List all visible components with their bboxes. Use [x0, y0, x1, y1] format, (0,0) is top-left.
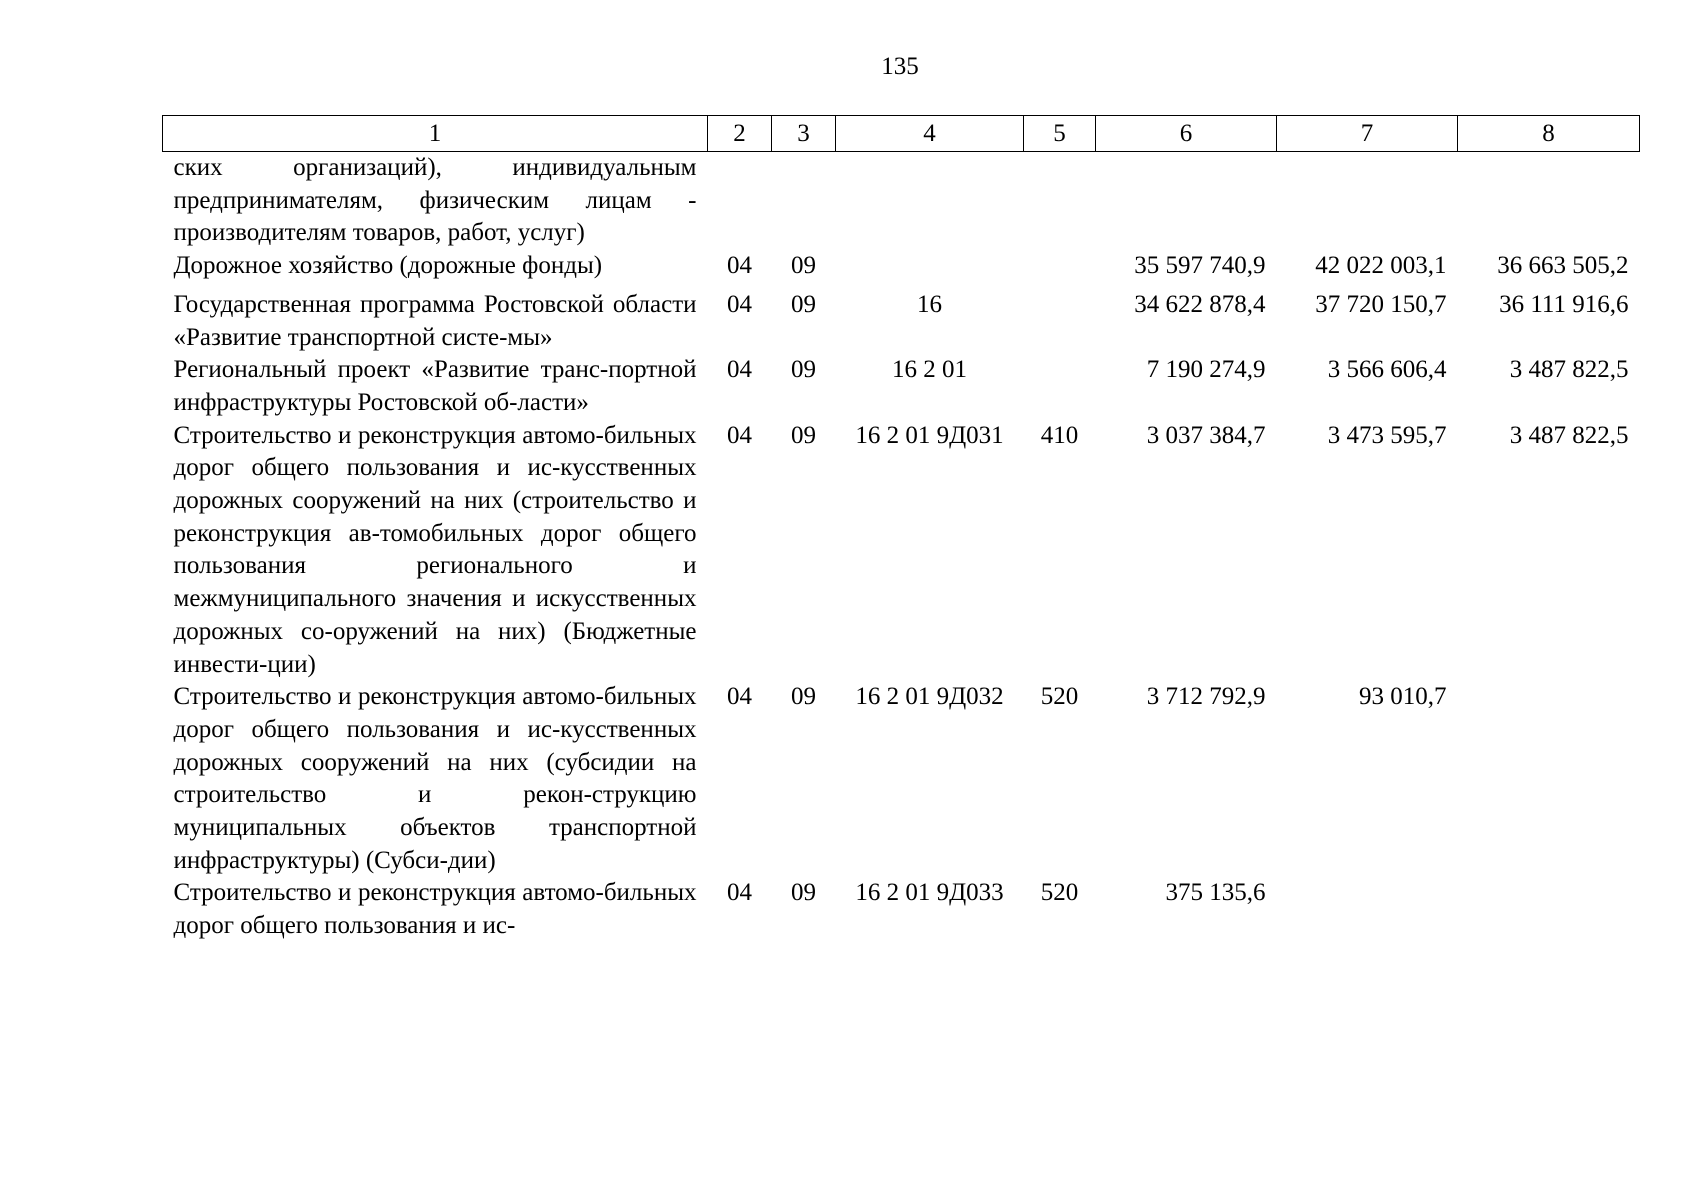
row-amount-col7: 37 720 150,7	[1315, 290, 1447, 318]
row-expense-type: 520	[1040, 879, 1079, 907]
header-col-7: 7	[1277, 116, 1458, 152]
table-body	[163, 152, 1640, 943]
row-amount-col8	[1458, 152, 1640, 251]
row-name: Государственная программа Ростовской области «Развитие транспортной систе-мы»	[173, 290, 697, 351]
row-expense-type	[1024, 354, 1096, 419]
table-row	[163, 877, 1640, 942]
row-subsection: 09	[791, 421, 816, 449]
row-subsection: 09	[791, 683, 816, 711]
row-section: 04	[727, 356, 752, 384]
row-amount-col6: 7 190 274,9	[1146, 356, 1266, 384]
page-number: 135	[881, 53, 919, 80]
row-name: Строительство и реконструкция автомо-бильных дорог общего пользования и ис-кусственных дорожных сооружений на них (субсидии на строительство и рекон-струкцию муниципальных объектов транспортной инфраструктуры) (Субси-дии)	[173, 683, 697, 874]
row-name: Дорожное хозяйство (дорожные фонды)	[173, 252, 603, 280]
table-row	[163, 152, 1640, 251]
row-amount-col8: 36 663 505,2	[1497, 252, 1629, 280]
table-header	[163, 116, 1640, 152]
budget-table	[162, 115, 1640, 943]
row-section: 04	[727, 252, 752, 280]
row-amount-col6: 35 597 740,9	[1134, 252, 1266, 280]
row-subsection: 09	[791, 290, 816, 318]
row-amount-col8	[1458, 877, 1640, 942]
row-section: 04	[727, 879, 752, 907]
row-section: 04	[727, 683, 752, 711]
row-name: Строительство и реконструкция автомо-бильных дорог общего пользования и ис-	[173, 879, 697, 940]
row-name: Строительство и реконструкция автомо-бильных дорог общего пользования и ис-кусственных дорожных сооружений на них (строительство и реконструкция ав-томобильных дорог общего пользования регионального и межмуниципального значения и искусственных дорожных со-оружений на них) (Бюджетные инвести-ции)	[173, 421, 697, 678]
row-amount-col6: 375 135,6	[1165, 879, 1266, 907]
header-col-3: 3	[772, 116, 836, 152]
row-amount-col7: 42 022 003,1	[1315, 252, 1447, 280]
row-target-article: 16 2 01 9Д033	[855, 879, 1004, 907]
row-target-article: 16	[917, 290, 942, 318]
row-expense-type	[1024, 250, 1096, 283]
table-row	[163, 420, 1640, 682]
row-target-article	[836, 152, 1024, 251]
row-amount-col6: 3 037 384,7	[1146, 421, 1266, 449]
row-amount-col7	[1277, 152, 1458, 251]
header-col-2: 2	[708, 116, 772, 152]
header-row	[163, 116, 1640, 152]
row-target-article	[836, 250, 1024, 283]
row-amount-col7: 3 473 595,7	[1327, 421, 1447, 449]
header-col-5: 5	[1024, 116, 1096, 152]
row-section	[708, 152, 772, 251]
row-amount-col7: 93 010,7	[1359, 683, 1447, 711]
table-row	[163, 354, 1640, 419]
row-expense-type	[1024, 152, 1096, 251]
header-col-6: 6	[1096, 116, 1277, 152]
row-amount-col6	[1096, 152, 1277, 251]
row-section: 04	[727, 290, 752, 318]
row-section: 04	[727, 421, 752, 449]
row-amount-col8: 3 487 822,5	[1509, 356, 1629, 384]
row-amount-col8: 3 487 822,5	[1509, 421, 1629, 449]
header-col-8: 8	[1458, 116, 1640, 152]
row-subsection: 09	[791, 252, 816, 280]
row-amount-col7: 3 566 606,4	[1327, 356, 1447, 384]
row-amount-col7	[1277, 877, 1458, 942]
header-col-4: 4	[836, 116, 1024, 152]
row-target-article: 16 2 01 9Д031	[855, 421, 1004, 449]
row-expense-type: 520	[1040, 683, 1079, 711]
row-subsection: 09	[791, 356, 816, 384]
row-amount-col8	[1458, 681, 1640, 877]
table-row	[163, 283, 1640, 354]
row-subsection	[772, 152, 836, 251]
row-subsection: 09	[791, 879, 816, 907]
row-name: Региональный проект «Развитие транс-портной инфраструктуры Ростовской об-ласти»	[173, 356, 697, 416]
row-amount-col8: 36 111 916,6	[1499, 290, 1629, 318]
row-amount-col6: 34 622 878,4	[1134, 290, 1266, 318]
row-amount-col6: 3 712 792,9	[1146, 683, 1266, 711]
row-target-article: 16 2 01 9Д032	[855, 683, 1004, 711]
row-target-article: 16 2 01	[892, 356, 967, 384]
row-name: ских организаций), индивидуальным предпринимателям, физическим лицам - производителям товаров, работ, услуг)	[173, 154, 697, 247]
row-expense-type: 410	[1040, 421, 1079, 449]
header-col-1: 1	[163, 116, 708, 152]
row-expense-type	[1024, 283, 1096, 354]
table-row	[163, 681, 1640, 877]
table-row	[163, 250, 1640, 283]
